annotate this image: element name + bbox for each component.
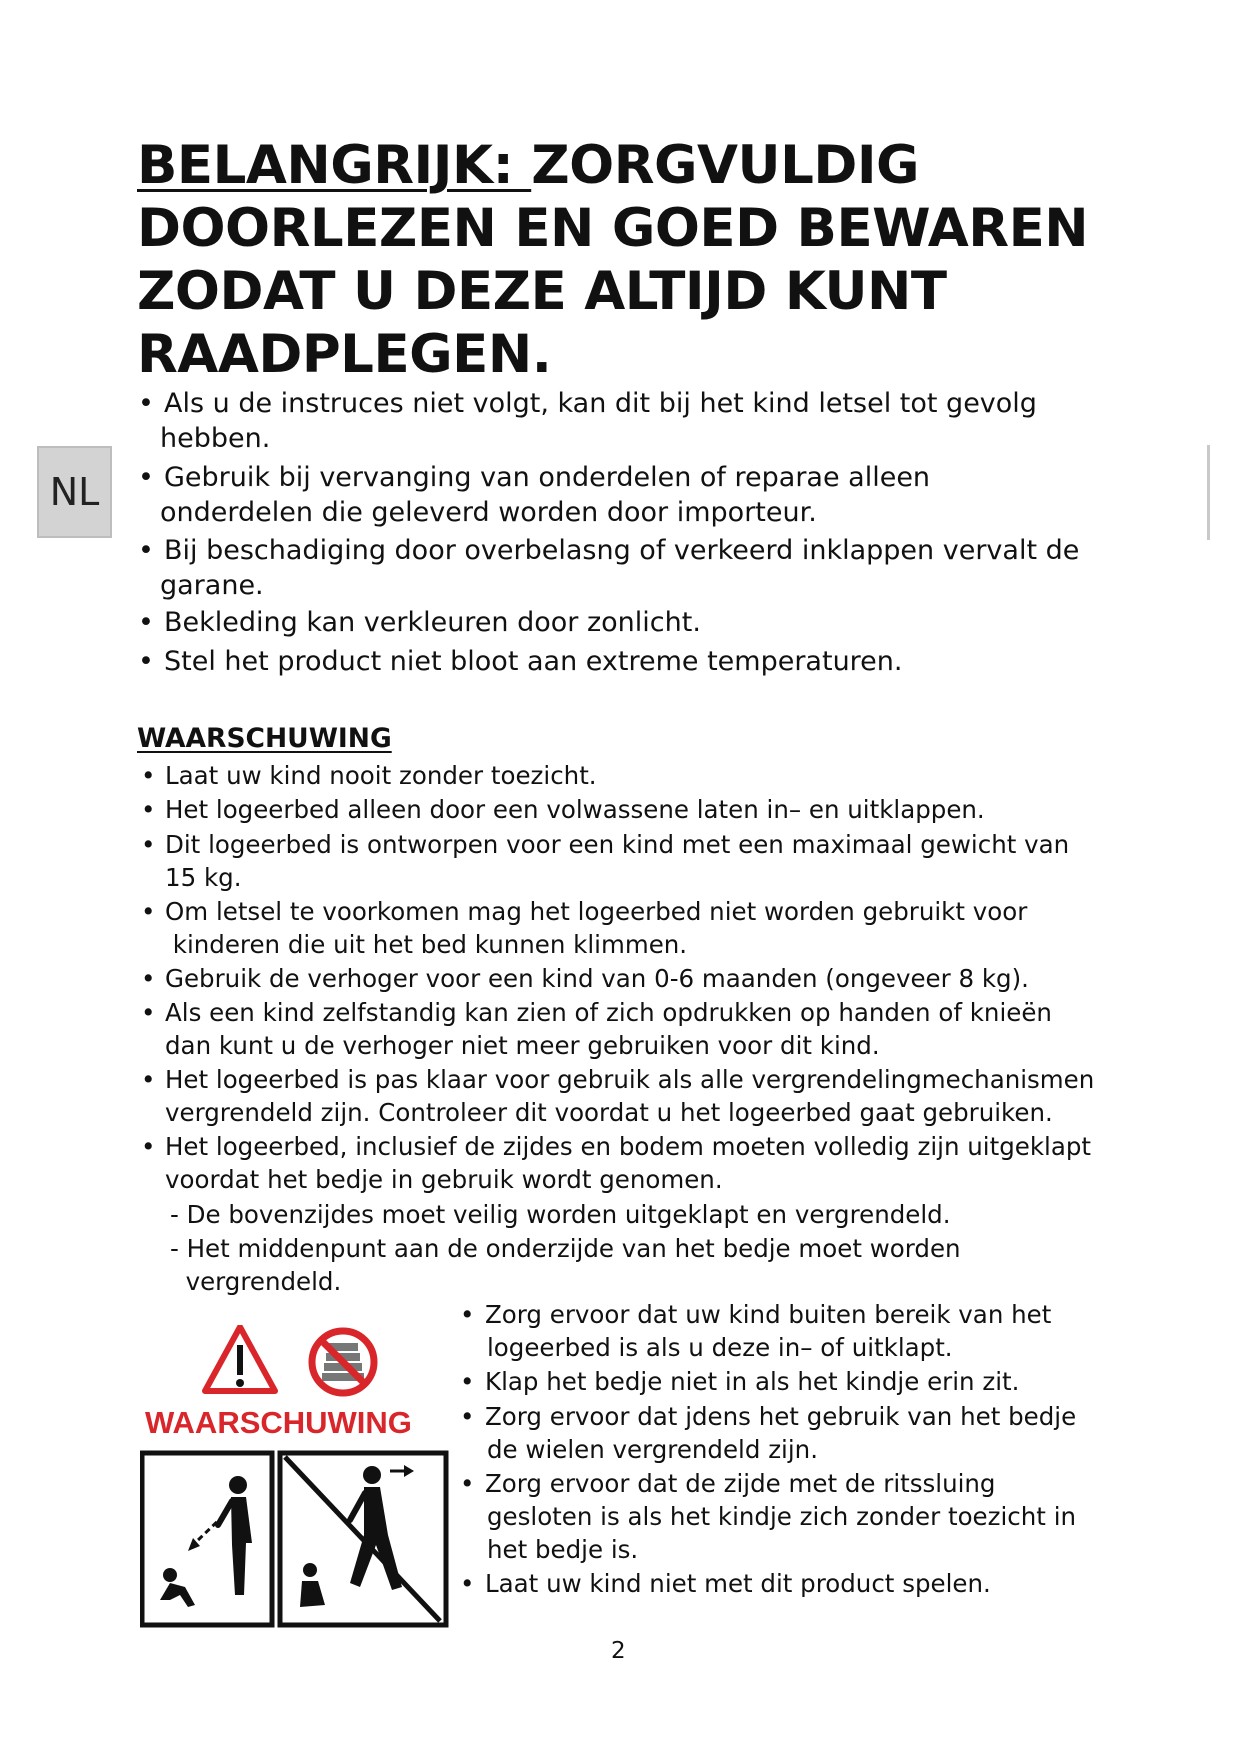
title-line-2: DOORLEZEN EN GOED BEWAREN — [137, 198, 1089, 259]
bullet: • — [141, 830, 156, 859]
figure-label: WAARSCHUWING — [145, 1405, 412, 1440]
important-item-4: Bekleding kan verkleuren door zonlicht. — [164, 607, 701, 638]
warning-item-8-line-2: voordat het bedje in gebruik wordt genomen. — [165, 1165, 723, 1194]
bullet: • — [141, 964, 156, 993]
bullet: • — [138, 388, 154, 419]
sub-item-1: - De bovenzijdes moet veilig worden uitgeklapt en vergrendeld. — [170, 1200, 951, 1229]
panel-no-walkaway-icon — [280, 1453, 446, 1625]
warning-item-6-line-2: dan kunt u de verhoger niet meer gebruiken voor dit kind. — [165, 1031, 880, 1060]
important-item-2-line-2: onderdelen die geleverd worden door importeur. — [160, 497, 817, 528]
sub-item-2-line-2: vergrendeld. — [170, 1267, 342, 1296]
warning-item-4-line-1: Om letsel te voorkomen mag het logeerbed niet worden gebruikt voor — [165, 897, 1028, 926]
warning-item-2: Het logeerbed alleen door een volwassene laten in– en uitklappen. — [165, 795, 985, 824]
bullet: • — [138, 462, 154, 493]
warning-pictogram — [140, 1325, 450, 1630]
bullet: • — [138, 646, 154, 677]
warning-item-1: Laat uw kind nooit zonder toezicht. — [165, 761, 597, 790]
warning-item-6-line-1: Als een kind zelfstandig kan zien of zich opdrukken op handen of knieën — [165, 998, 1052, 1027]
warning-item-3-line-1: Dit logeerbed is ontworpen voor een kind met een maximaal gewicht van — [165, 830, 1070, 859]
right-item-4-line-2: gesloten is als het kindje zich zonder toezicht in — [487, 1502, 1077, 1531]
title-line-1: ZORGVULDIG — [531, 135, 920, 196]
bullet: • — [138, 535, 154, 566]
warning-item-5: Gebruik de verhoger voor een kind van 0-6 maanden (ongeveer 8 kg). — [165, 964, 1029, 993]
bullet: • — [141, 761, 156, 790]
bullet: • — [138, 607, 154, 638]
bullet: • — [460, 1469, 475, 1498]
bullet: • — [460, 1402, 475, 1431]
right-item-5: Laat uw kind niet met dit product spelen. — [485, 1569, 991, 1598]
no-stacking-icon — [312, 1331, 374, 1393]
warning-item-8-line-1: Het logeerbed, inclusief de zijdes en bodem moeten volledig zijn uitgeklapt — [165, 1132, 1091, 1161]
warning-item-3-line-2: 15 kg. — [165, 863, 242, 892]
right-item-4-line-3: het bedje is. — [487, 1535, 639, 1564]
title-line-4: RAADPLEGEN. — [137, 324, 552, 385]
panel-supervise-icon — [142, 1453, 272, 1625]
bullet: • — [460, 1569, 475, 1598]
warning-item-7-line-1: Het logeerbed is pas klaar voor gebruik als alle vergrendelingmechanismen — [165, 1065, 1095, 1094]
bullet: • — [141, 1065, 156, 1094]
important-item-3-line-2: garane. — [160, 570, 264, 601]
bullet: • — [141, 795, 156, 824]
warning-triangle-icon — [205, 1327, 275, 1391]
right-item-4-line-1: Zorg ervoor dat de zijde met de ritssluing — [485, 1469, 996, 1498]
warning-item-4-line-2: kinderen die uit het bed kunnen klimmen. — [165, 930, 688, 959]
right-item-1-line-2: logeerbed is als u deze in– of uitklapt. — [487, 1333, 953, 1362]
important-item-3-line-1: Bij beschadiging door overbelasng of verkeerd inklappen vervalt de — [164, 535, 1080, 566]
important-item-1-line-1: Als u de instruces niet volgt, kan dit bij het kind letsel tot gevolg — [164, 388, 1037, 419]
right-item-2: Klap het bedje niet in als het kindje erin zit. — [485, 1367, 1020, 1396]
title-underlined: BELANGRIJK: — [137, 135, 532, 196]
bullet: • — [141, 1132, 156, 1161]
bullet: • — [460, 1300, 475, 1329]
edge-marker — [1207, 445, 1210, 540]
bullet: • — [141, 897, 156, 926]
right-item-1-line-1: Zorg ervoor dat uw kind buiten bereik van het — [485, 1300, 1052, 1329]
warning-heading: WAARSCHUWING — [137, 723, 392, 754]
page-title — [137, 134, 1117, 386]
bullet: • — [460, 1367, 475, 1396]
page-number: 2 — [611, 1638, 626, 1664]
right-item-3-line-1: Zorg ervoor dat jdens het gebruik van het bedje — [485, 1402, 1077, 1431]
important-item-2-line-1: Gebruik bij vervanging van onderdelen of reparae alleen — [164, 462, 931, 493]
sub-item-2-line-1: - Het middenpunt aan de onderzijde van het bedje moet worden — [170, 1234, 961, 1263]
warning-item-7-line-2: vergrendeld zijn. Controleer dit voordat u het logeerbed gaat gebruiken. — [165, 1098, 1053, 1127]
title-line-3: ZODAT U DEZE ALTIJD KUNT — [137, 261, 947, 322]
right-item-3-line-2: de wielen vergrendeld zijn. — [487, 1435, 818, 1464]
language-tab: NL — [37, 446, 112, 538]
bullet: • — [141, 998, 156, 1027]
important-item-5: Stel het product niet bloot aan extreme temperaturen. — [164, 646, 903, 677]
important-item-1-line-2: hebben. — [160, 423, 271, 454]
